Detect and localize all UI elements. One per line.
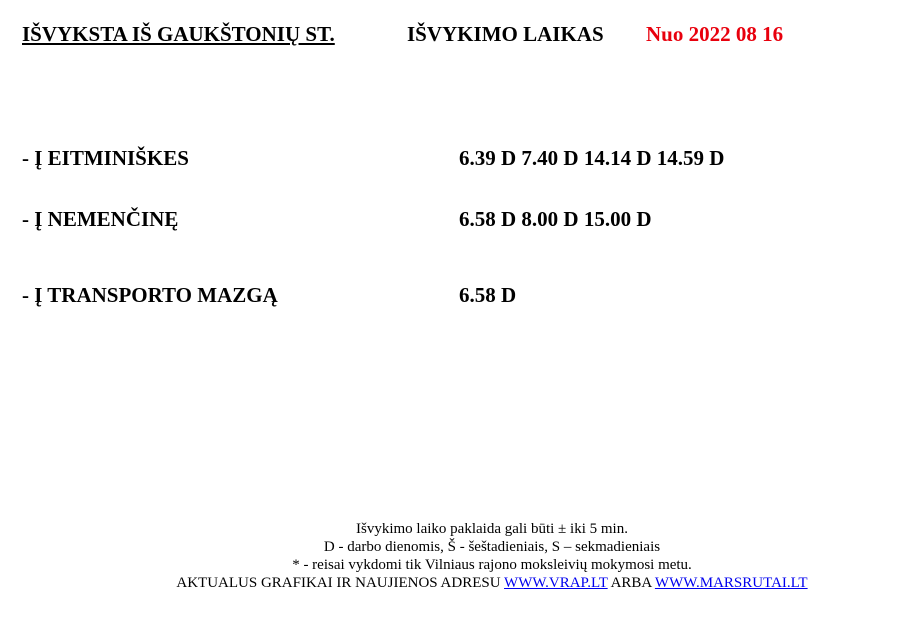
origin-stop-title: IŠVYKSTA IŠ GAUKŠTONIŲ ST. xyxy=(22,22,335,46)
day-legend: D - darbo dienomis, Š - šeštadieniais, S – sekmadieniais xyxy=(323,539,661,555)
route-row xyxy=(0,281,907,309)
schedule-footer xyxy=(0,520,907,592)
route-times: 6.58 D 8.00 D 15.00 D xyxy=(459,207,652,231)
route-destination: - Į TRANSPORTO MAZGĄ xyxy=(22,283,278,307)
departure-time-title: IŠVYKIMO LAIKAS xyxy=(407,22,604,46)
info-line xyxy=(0,574,907,592)
valid-from-date: Nuo 2022 08 16 xyxy=(646,22,784,46)
tolerance-note: Išvykimo laiko paklaida gali būti ± iki 5 min. xyxy=(356,521,628,537)
school-note: * - reisai vykdomi tik Vilniaus rajono moksleivių mokymosi metu. xyxy=(292,557,692,573)
route-times: 6.39 D 7.40 D 14.14 D 14.59 D xyxy=(459,146,725,170)
route-destination: - Į NEMENČINĘ xyxy=(22,207,179,231)
marsrutai-link[interactable]: WWW.MARSRUTAI.LT xyxy=(654,575,808,591)
info-prefix: AKTUALUS GRAFIKAI IR NAUJIENOS ADRESU xyxy=(176,575,505,591)
route-row xyxy=(0,144,907,172)
route-destination: - Į EITMINIŠKES xyxy=(22,146,189,170)
info-middle: ARBA xyxy=(607,575,655,591)
route-row xyxy=(0,205,907,233)
vrap-link[interactable]: WWW.VRAP.LT xyxy=(504,575,608,591)
route-times: 6.58 D xyxy=(459,283,517,307)
